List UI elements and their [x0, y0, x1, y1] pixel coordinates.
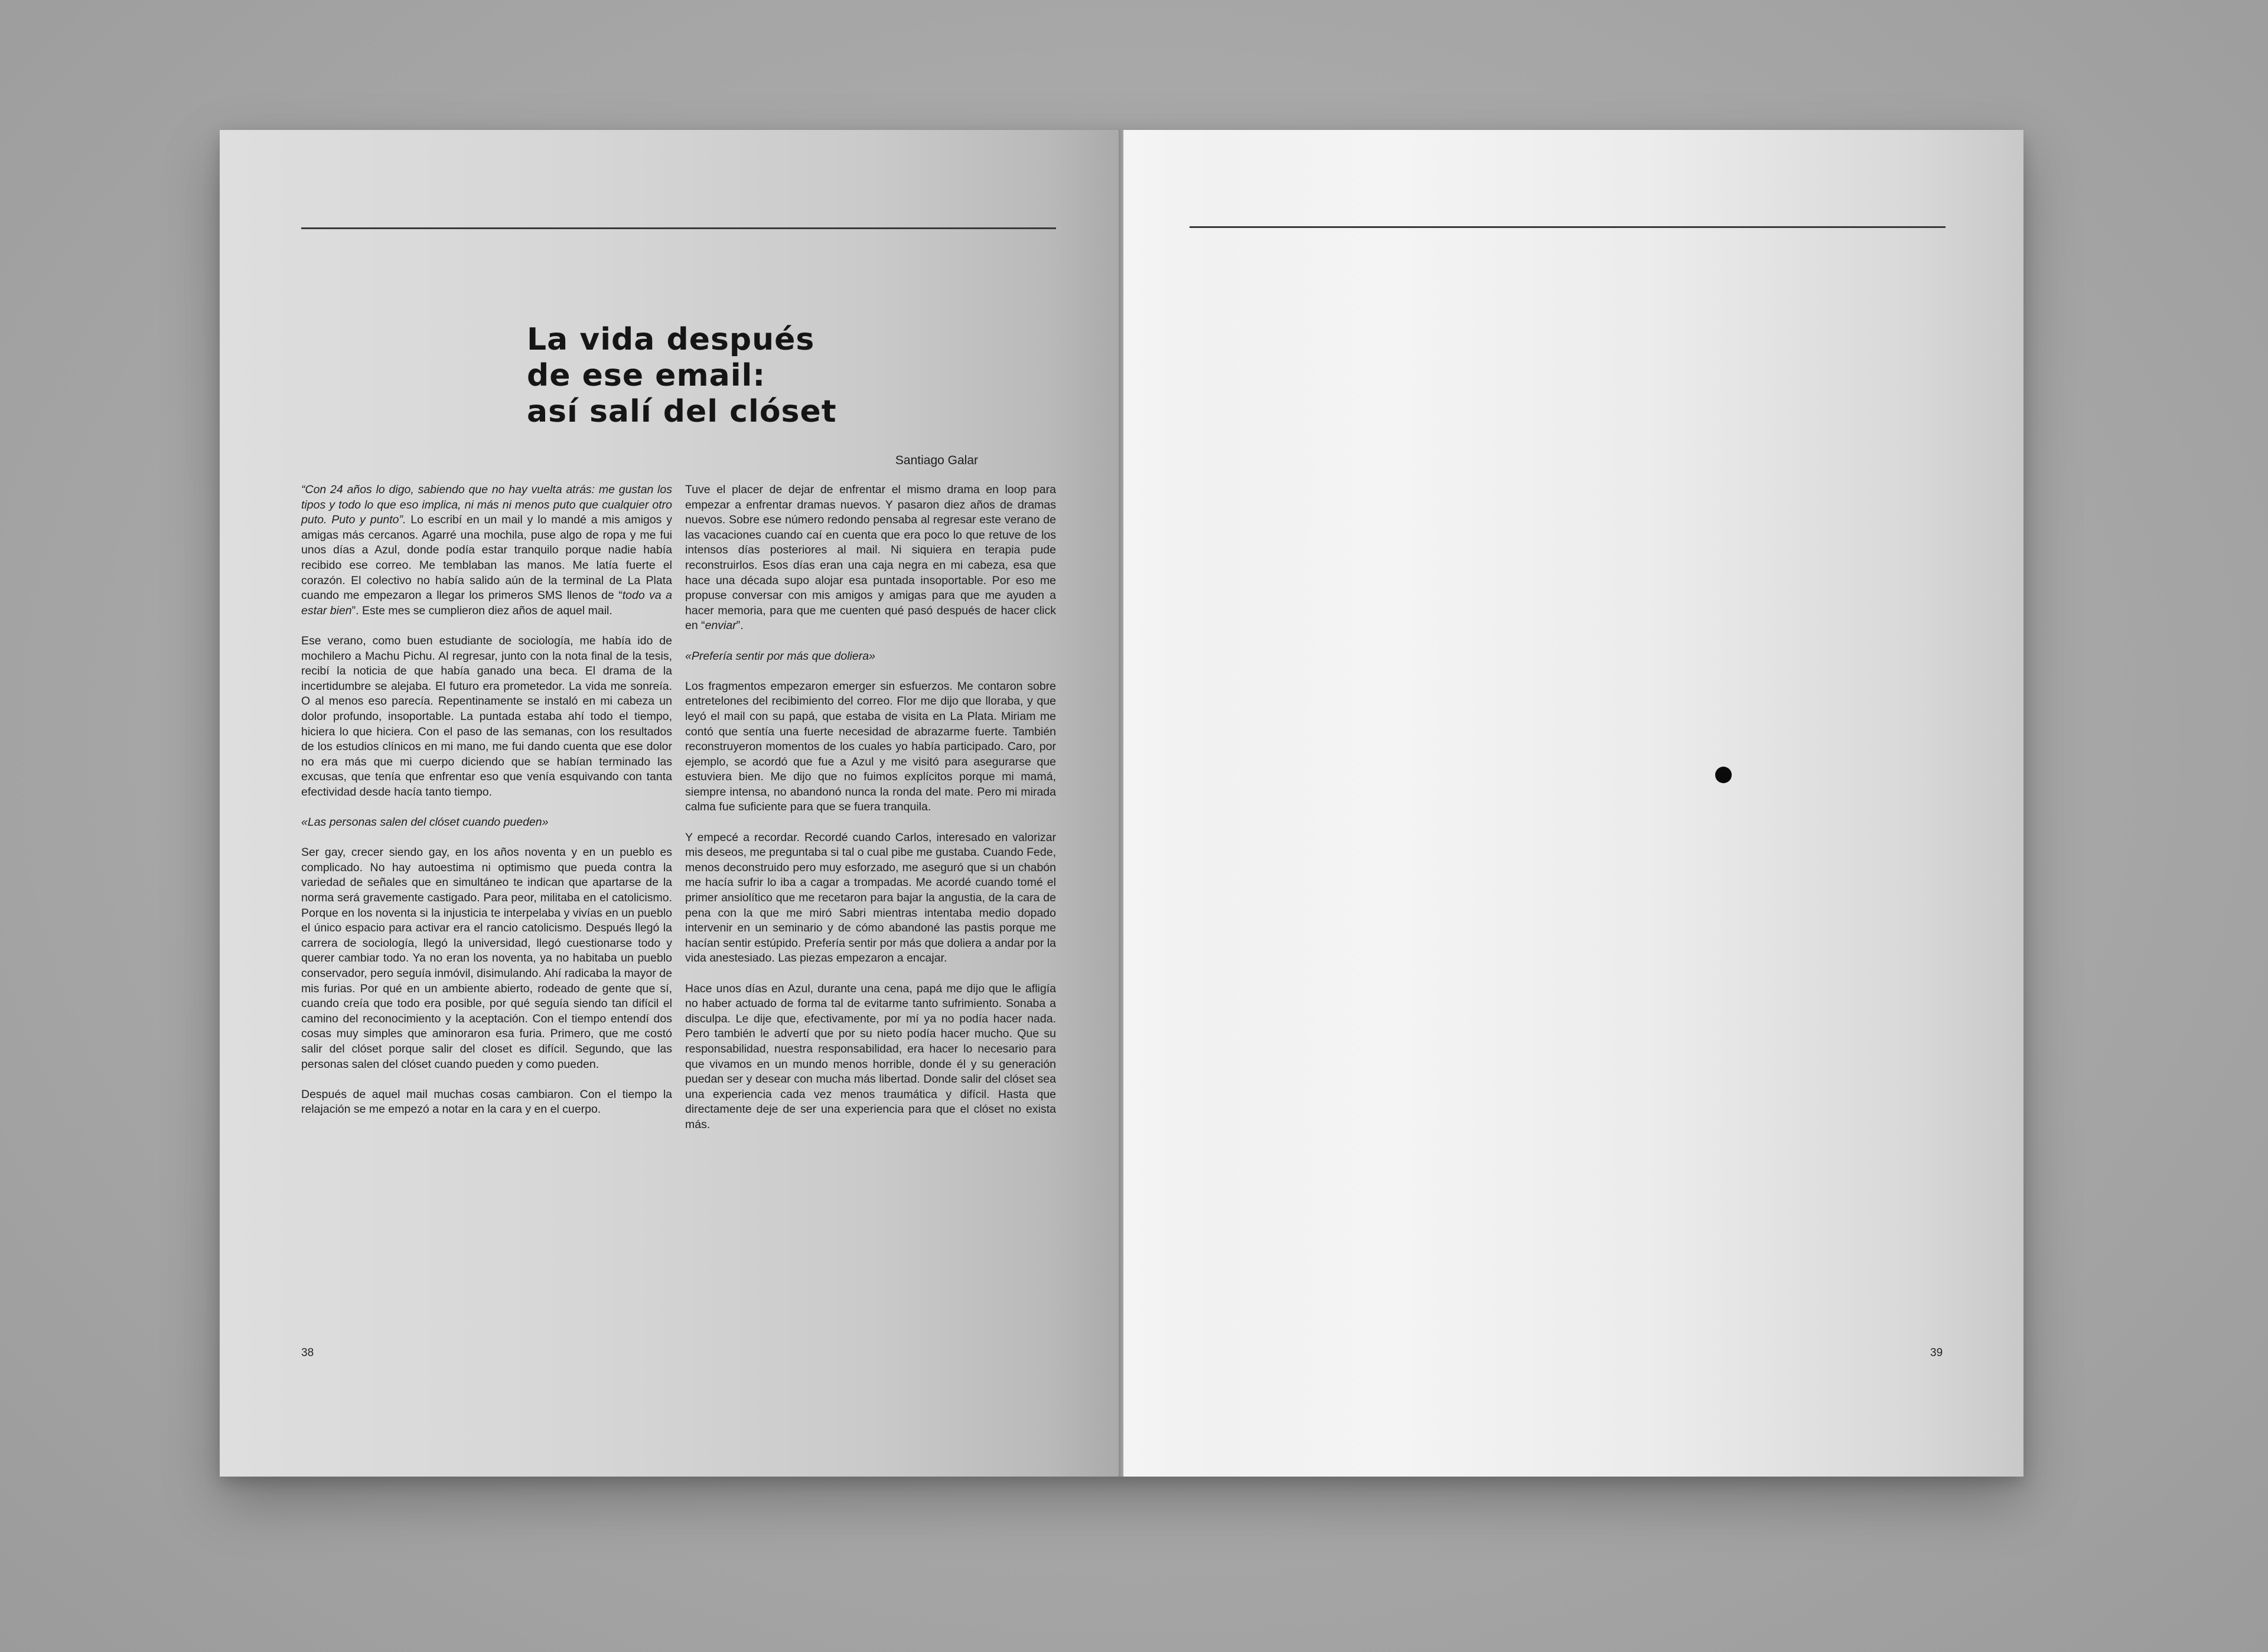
subheading: «Prefería sentir por más que doliera»: [685, 649, 875, 663]
paragraph-text: ”. Este mes se cumplieron diez años de aquel mail.: [351, 604, 612, 617]
opening-quote: “Con 24 años lo digo, sabiendo que no hay vuelta atrás: me gustan los tipos y todo lo que eso implica, ni más ni menos puto que cualquier otro puto. Puto y punto”.: [301, 483, 672, 527]
paragraph: Hace unos días en Azul, durante una cena, papá me dijo que le afligía no haber actuado de forma tal de evitarme tanto sufrimiento. Sonaba a disculpa. Le dije que, efectivamente, por mí ya no podía hacer nada. Pero también le advertí que por su nieto podía hacer mucho. Que su responsabilidad, nuestra responsabilidad, era hacer lo necesario para que vivamos en un mundo menos horrible, donde él y su generación puedan ser y desear con mucha más libertad. Donde salir del clóset sea una experiencia cada vez menos traumática y difícil. Hasta que directamente deje de ser una experiencia para que el clóset no exista más.: [685, 982, 1056, 1131]
paragraph-text: ”.: [736, 619, 744, 633]
article-title-line: de ese email:: [527, 358, 766, 393]
article-title-line: así salí del clóset: [527, 394, 837, 429]
center-dot: [1715, 767, 1732, 783]
paragraph: [685, 483, 1056, 634]
paragraph: Y empecé a recordar. Recordé cuando Carlos, interesado en valorizar mis deseos, me preguntaba si tal o cual pibe me gustaba. Cuando Fede, menos deconstruido pero muy esforzado, me aseguró que si un chabón me hacía sufrir lo iba a cagar a trompadas. Me acordé cuando tomé el primer ansiolítico que me recetaron para bajar la angustia, de la cara de pena con la que me miró Sabri mientras intentaba medio dopado intervenir en un seminario y de cómo abandoné las pastis porque me hacían sentir estúpido. Prefería sentir por más que doliera a andar por la vida anestesiado. Las piezas empezaron a encajar.: [685, 830, 1056, 965]
left-page: [220, 130, 1123, 1477]
paragraph-emphasis: enviar: [705, 619, 737, 633]
paragraph: [301, 483, 672, 618]
page-number-left: 38: [301, 1347, 314, 1359]
author-byline: Santiago Galar: [895, 454, 978, 467]
article-title: [527, 322, 976, 430]
page-number-right: 39: [1930, 1347, 1943, 1359]
paragraph-emphasis: todo va a estar bien: [301, 589, 672, 617]
paragraph: Después de aquel mail muchas cosas cambiaron. Con el tiempo la relajación se me empezó a notar en la cara y en el cuerpo.: [301, 1087, 672, 1116]
header-rule: [1190, 226, 1946, 228]
spine-shadow: [1119, 130, 1128, 1477]
header-rule: [301, 227, 1056, 229]
paragraph-text: Lo escribí en un mail y lo mandé a mis amigos y amigas más cercanos. Agarré una mochila, puse algo de ropa y me fui unos días a Azul, donde podía estar tranquilo porque nadie había recibido ese correo. Me temblaban las manos. Me latía fuerte el corazón. El colectivo no había salido aún de la terminal de La Plata cuando me empezaron a llegar los primeros SMS llenos de “: [301, 513, 672, 602]
article-title-line: La vida después: [527, 322, 815, 357]
text-column-2: [685, 483, 1056, 1148]
right-page: [1123, 130, 2023, 1477]
paragraph: Ese verano, como buen estudiante de sociología, me había ido de mochilero a Machu Pichu. Al regresar, junto con la nota final de la tesis, recibí la noticia de que había ganado una beca. El drama de la incertidumbre se alejaba. El futuro era prometedor. La vida me sonreía. O al menos eso parecía. Repentinamente se instaló en mi cabeza un dolor profundo, insoportable. La puntada estaba ahí todo el tiempo, hiciera lo que hiciera. Con el paso de las semanas, con los resultados de los estudios clínicos en mi mano, me fui dando cuenta que ese dolor no era más que mi cuerpo diciendo que se habían terminado las excusas, que tenía que enfrentar eso que venía esquivando con tanta efectividad desde hacía tanto tiempo.: [301, 634, 672, 799]
paragraph-text: Tuve el placer de dejar de enfrentar el mismo drama en loop para empezar a enfrentar dramas nuevos. Y pasaron diez años de dramas nuevos. Sobre ese número redondo pensaba al regresar este verano de las vacaciones cuando caí en cuenta que era poco lo que retuve de los intensos días posteriores al mail. Ni siquiera en terapia pude reconstruirlos. Esos días eran una caja negra en mi cabeza, esa que hace una década supo alojar esa puntada insoportable. Por eso me propuse conversar con mis amigos y amigas para que me ayuden a hacer memoria, para que me cuenten qué pasó después de hacer click en “: [685, 483, 1056, 633]
paragraph: Ser gay, crecer siendo gay, en los años noventa y en un pueblo es complicado. No hay autoestima ni optimismo que pueda contra la variedad de señales que en simultáneo te indican que apartarse de la norma será gravemente castigado. Para peor, militaba en el catolicismo. Porque en los noventa si la injusticia te interpelaba y vivías en un pueblo el único espacio para activar era el rancio catolicismo. Después llegó la carrera de sociología, llegó la universidad, llegó cuestionarse todo y querer cambiar todo. Ya no eran los noventa, ya no habitaba un pueblo conservador, pero seguía inmóvil, disimulando. Ahí radicaba la mayor de mis furias. Por qué en un ambiente abierto, rodeado de gente que sí, cuando creía que todo era posible, por qué seguía siendo tan difícil el camino del reconocimiento y la aceptación. Con el tiempo entendí dos cosas muy simples que aminoraron esa furia. Primero, que me costó salir del clóset porque salir del closet es difícil. Segundo, que las personas salen del clóset cuando pueden y como pueden.: [301, 846, 672, 1071]
text-column-1: [301, 483, 672, 1133]
magazine-spread: [220, 130, 2023, 1477]
paragraph: Los fragmentos empezaron emerger sin esfuerzos. Me contaron sobre entretelones del recibimiento del correo. Flor me dijo que lloraba, y que leyó el mail con su papá, que estaba de visita en La Plata. Miriam me contó que sentía una fuerte necesidad de abrazarme fuerte. También reconstruyeron momentos de los cuales yo había participado. Caro, por ejemplo, se acordó que fue a Azul y me visitó para asegurarse que estuviera bien. Me dijo que no fuimos explícitos porque mi mamá, siempre intensa, no abandonó nunca la ronda del mate. Pero mi mirada calma fue suficiente para que se fuera tranquila.: [685, 679, 1056, 814]
subheading: «Las personas salen del clóset cuando pueden»: [301, 816, 549, 829]
